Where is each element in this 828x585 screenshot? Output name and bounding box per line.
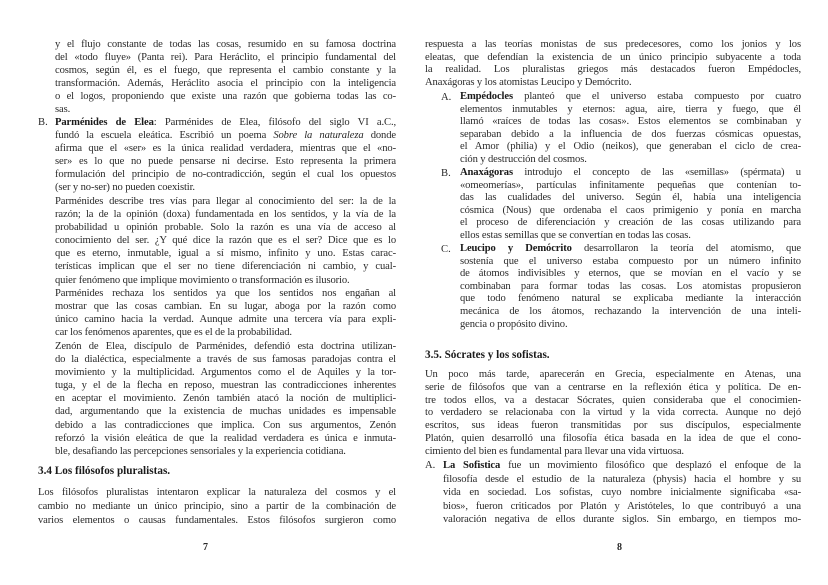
text-run: planteó que el universo estaba compuesto por cuatro [512,91,801,102]
text-line [425,382,801,395]
text-line [55,116,396,129]
text-run: el proceso de diferenciación y creación de las cosas utilizando para [460,217,801,229]
text-run: y el flujo constante de todas las cosas, resumido en su famosa doctrina [55,39,396,50]
text-line [460,116,801,129]
text-line [425,39,801,52]
text-line [55,340,396,353]
text-run: serie de filósofos que van a centrarse en la reflexión ética y política. De en- [425,381,801,393]
text-run: donde [363,130,396,142]
text-run: cambio no mediante un único principio, sino a partir de la combinación de [38,500,396,512]
text-line [55,38,396,51]
text-run: dad, argumentando que la existencia de muchas unidades es impensable [55,406,396,418]
text-run: car los fenómenos aparentes, que es el de la probabilidad. [55,327,292,339]
list-item [425,459,802,527]
text-run: Parménides rechaza los sentidos ya que los sentidos nos engañan al [55,288,396,299]
text-line [443,486,801,500]
text-line [425,77,801,90]
bold-term: Empédocles [460,91,513,102]
text-line [55,432,396,445]
text-run: Zenón de Elea, discípulo de Parménides, defendió esta doctrina utilizan- [55,341,396,352]
page-number: 7 [203,542,208,553]
text-line [55,155,396,168]
text-line [460,281,801,294]
list-item-label: B. [38,117,48,128]
text-run: del «todo fluye» (Panta rei). Para Heráclito, el principio fundamental del [55,52,396,64]
text-line [443,513,801,527]
text-line [55,326,396,339]
text-run: transformación. Además, Heráclito asocia el principio con la inteligencia [55,78,396,90]
text-line [55,181,396,194]
text-run: (ser y no-ser) no pueden coexistir. [55,182,195,194]
text-line [460,230,801,243]
text-line [55,64,396,77]
text-run: valoración negativa de ellos durante siglos. Sin embargo, en tiempos mo- [443,514,801,526]
text-run: separaban debido a la influencia de dos fuerzas cósmicas opuestas, [460,128,801,140]
text-line [460,256,801,269]
text-line [55,208,396,221]
text-run: eleatas, que defendían la existencia de un único principio subyacente a toda [425,51,801,63]
text-run: en aceptar el movimiento. Zenón también atacó la noción de multiplici- [55,393,396,405]
text-run: formulación del principio de no-contradicción, según el cual los opuestos [55,169,396,181]
text-run: ser» es lo que no puede pensarse ni decirse. Esto representa la primera [55,156,396,168]
text-line [55,274,396,287]
list-item-label: B. [441,168,451,179]
text-run: Platón, quien desarrolló una filosofía ética basada en la idea de que el cono- [425,432,801,444]
text-run: reforzó la visión eleática de que la realidad verdadera es única e inmuta- [55,432,396,444]
text-line [425,446,801,459]
text-line [55,392,396,405]
text-run: llamó «raíces de todas las cosas». Estos elementos se combinaban y [460,116,801,128]
text-run: de átomos indivisibles y eternos, que se movían en el vacío y se [460,268,801,280]
paragraph [55,340,396,458]
paragraph [425,369,801,459]
text-line [460,192,801,205]
text-line [55,300,396,313]
text-line [55,313,396,326]
text-line [460,217,801,230]
text-line [460,91,801,104]
text-run: combinaban para formar todas las cosas. Los atomistas propusieron [460,280,801,292]
paragraph [425,39,801,90]
text-line [55,129,396,142]
text-run: Los filósofos pluralistas intentaron explicar la naturaleza del cosmos y el [38,487,396,498]
text-run: que es eterno, inmutable, igual a sí mismo, infinito y uno. Estas carac- [55,248,396,260]
text-run: afirma que el «ser» es la única realidad verdadera, mientras que el «no- [55,143,396,155]
text-run: fue un movimiento filosófico que desplazó el enfoque de la [500,460,802,471]
text-line [55,221,396,234]
section-heading: 3.5. Sócrates y los sofistas. [425,349,550,361]
text-run: sas. [55,104,71,116]
text-line [460,243,801,256]
text-run: filosofía desde el estudio de la naturaleza (physis) hacia el hombre y su [443,473,801,485]
text-line [460,319,801,332]
text-run: Un poco más tarde, aparecerán en Grecia, especialmente en Atenas, una [425,369,801,380]
paragraph [55,195,396,287]
text-line [55,168,396,181]
text-run: «omeomerías», partículas infinitamente pequeñas que contenían to- [460,179,801,191]
text-line [425,407,801,420]
text-line [55,287,396,300]
text-line [55,51,396,64]
italic-title: Sobre la naturaleza [273,130,364,142]
bold-term: Parménides de Elea [55,117,154,128]
text-run: ble, desafiando las percepciones sensoriales y la experiencia cotidiana. [55,445,346,457]
text-run: movimiento y la multiplicidad. Argumentos como el de Aquiles y la tor- [55,367,396,379]
text-line [55,247,396,260]
text-run: que todo fenómeno natural se explicaba mediante la interacción [460,293,801,305]
text-run: do la dialéctica, especialmente a través de sus famosas paradojas contra el [55,354,396,366]
text-run: Anaxágoras y los atomistas Leucipo y Demócrito. [425,77,632,89]
text-run: razón; la de la opinión (doxa) fundamentada en los sentidos, y la vía de la [55,209,396,221]
text-line [55,379,396,392]
text-line [425,369,801,382]
page-8 [414,0,828,585]
text-line [425,433,801,446]
text-line [443,459,801,473]
text-line [38,500,396,514]
text-run: mostrar que las cosas cambian. En su lugar, aboga por la razón como [55,301,396,313]
text-run: elementos inmutables y eternos: agua, aire, tierra y fuego, que él [460,103,801,115]
list-item [38,116,396,195]
text-line [55,405,396,418]
text-line [55,142,396,155]
text-run: desarrollaron la teoría del atomismo, que [571,243,801,254]
text-run: sostenía que el universo estaba compuesto por un número infinito [460,255,801,267]
text-run: único camino hacia la verdad. Aunque admite una tercera vía para expli- [55,314,396,326]
text-run: Parménides describe tres vías para llegar al conocimiento del ser: la de la [55,196,396,207]
text-line [425,420,801,433]
text-line [460,141,801,154]
text-run: ellos estas semillas que se convertían en todas las cosas. [460,229,691,241]
text-run: la realidad. Los pluralistas griegos más destacados fueron Empédocles, [425,64,801,76]
text-line [460,167,801,180]
text-line [460,180,801,193]
list-item-label: C. [441,244,451,255]
text-line [460,205,801,218]
text-line [55,445,396,458]
text-run: terísticas implican que el ser no tiene diferenciación ni cambio, y cual- [55,261,396,273]
text-run: to verdadero se relacionaba con la virtud y la vida correcta. Aunque no dejó [425,407,801,419]
text-line [425,64,801,77]
text-line [55,77,396,90]
text-line [425,52,801,65]
bold-term: Anaxágoras [460,167,513,178]
text-line [460,129,801,142]
text-line [443,473,801,487]
text-line [460,293,801,306]
paragraph [55,38,396,117]
text-line [55,260,396,273]
text-run: varios elementos o causas fundamentales. Estos filósofos surgieron como [38,514,396,526]
text-run: bios», fueron criticados por Platón y Aristóteles, lo que contribuyó a una [443,500,801,512]
text-run: : Parménides de Elea, filósofo del siglo VI a.C., [153,117,396,128]
text-line [38,514,396,528]
text-line [55,353,396,366]
text-run: o el logos, proponiendo que existe una razón que gobierna todas las co- [55,91,396,103]
text-line [460,104,801,117]
text-run: fundó la escuela eleática. Escribió un poema [55,130,274,142]
text-run: debido a las contradicciones que implica. Con sus argumentos, Zenón [55,419,396,431]
text-run: el Amor (philia) y el Odio (neikos), que generaban el ciclo de crea- [460,141,801,153]
text-line [55,195,396,208]
text-line [55,419,396,432]
list-item-label: A. [425,460,436,471]
text-line [460,268,801,281]
paragraph [38,486,396,528]
section-heading: 3.4 Los filósofos pluralistas. [38,465,171,477]
text-line [55,90,396,103]
list-item [441,243,801,331]
text-run: probabilidad u opinión probable. Solo la razón es una vía de acceso al [55,222,396,234]
text-line [425,395,801,408]
list-item-label: A. [441,92,452,103]
bold-term: Leucipo y Demócrito [460,243,572,254]
list-item [441,167,801,243]
text-line [443,500,801,514]
text-run: mecánica de los átomos, rechazando la intervención de una inteli- [460,305,801,317]
text-run: gencia o propósito divino. [460,318,568,330]
bold-term: La Sofistica [443,460,501,471]
text-line [460,154,801,167]
text-run: cimiento del bien es fundamental para llevar una vida virtuosa. [425,445,684,457]
text-run: vida en sociedad. Los sofistas, cuyo nombre inicialmente significaba «sa- [443,487,801,499]
text-line [55,234,396,247]
text-run: cosmos, según él, es el fuego, que representa el cambio constante y la [55,65,396,77]
paragraph [55,287,396,339]
text-run: tuga, y el de la flecha en reposo, muestran las contradicciones inherentes [55,380,396,392]
text-run: escritos, sus ideas fueron transmitidas por sus discípulos, especialmente [425,420,801,432]
text-line [38,486,396,500]
list-item [441,91,801,167]
text-run: conocimiento del ser. ¿Y qué dice la razón que es el ser? Dice que es lo [55,235,396,247]
text-run: tre todos ellos, va a destacar Sócrates, quien consideraba que el conocimien- [425,394,801,406]
text-run: respuesta a las teorías monistas de sus predecesores, como los jonios y los [425,39,801,50]
text-run: quier fenómeno que implique movimiento o transformación es ilusorio. [55,274,350,286]
text-line [55,103,396,116]
text-line [55,366,396,379]
text-line [460,306,801,319]
text-run: ción y destrucción del cosmos. [460,153,587,165]
text-run: cósmica (Nous) que ordenaba el caos primigenio y ponía en marcha [460,204,801,216]
text-run: das las cualidades del universo. Según él, había una inteligencia [460,192,801,204]
page-number: 8 [617,542,622,553]
text-run: introdujo el concepto de las «semillas» (spérmata) u [512,167,801,178]
